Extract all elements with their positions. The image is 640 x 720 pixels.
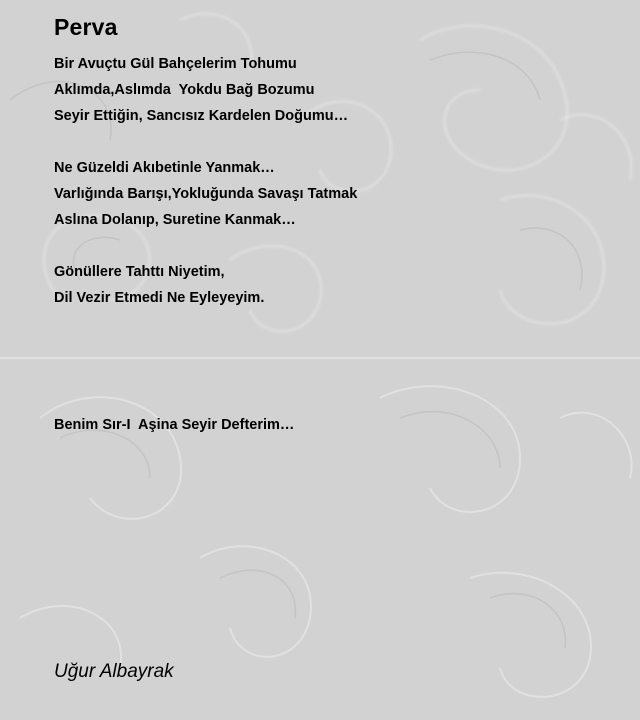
- poem-line: Seyir Ettiğin, Sancısız Kardelen Doğumu…: [54, 108, 349, 124]
- poem-line: Benim Sır-I Aşina Seyir Defterim…: [54, 417, 295, 433]
- image-seam: [0, 357, 640, 359]
- poem-line: Varlığında Barışı,Yokluğunda Savaşı Tatmak: [54, 186, 358, 202]
- poem-author: Uğur Albayrak: [54, 661, 174, 682]
- poem-line: Dil Vezir Etmedi Ne Eyleyeyim.: [54, 290, 265, 306]
- poem-title: Perva: [54, 14, 118, 40]
- stanza-4: [54, 412, 294, 438]
- poem-line: Ne Güzeldi Akıbetinle Yanmak…: [54, 160, 275, 176]
- stanza-1: [54, 51, 348, 129]
- poem-line: Aklımda,Aslımda Yokdu Bağ Bozumu: [54, 82, 315, 98]
- stanza-2: [54, 155, 357, 233]
- poem-line: Aslına Dolanıp, Suretine Kanmak…: [54, 212, 296, 228]
- poem-line: Bir Avuçtu Gül Bahçelerim Tohumu: [54, 56, 297, 72]
- poem-line: Gönüllere Tahttı Niyetim,: [54, 264, 225, 280]
- stanza-3: [54, 259, 264, 311]
